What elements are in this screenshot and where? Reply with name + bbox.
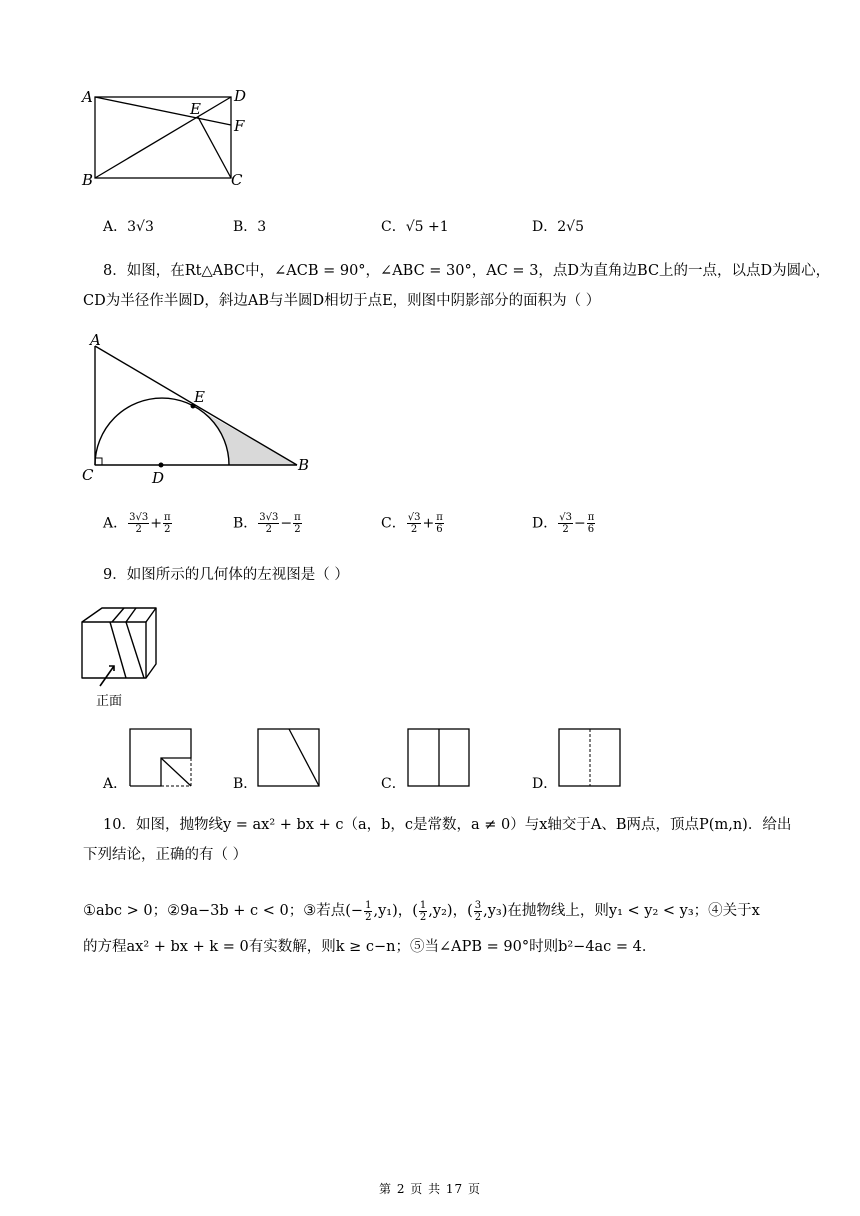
q9-option-a-view[interactable]: [128, 727, 194, 789]
q9-option-a-letter: A．: [103, 776, 128, 792]
q8-label-e: E: [194, 388, 205, 406]
q9-stem: 9．如图所示的几何体的左视图是（ ）: [103, 567, 349, 583]
q9-option-b-letter: B．: [233, 776, 258, 792]
q8-label-b: B: [298, 456, 310, 474]
q9-solid-figure: [78, 600, 178, 690]
q8-option-d[interactable]: D． $\frac{√3}{2}$ − $\frac{\pi}{6}$: [532, 512, 595, 535]
q8-label-c: C: [82, 466, 94, 484]
q8-stem-line2: CD为半径作半圆D，斜边AB与半圆D相切于点E，则图中阴影部分的面积为（ ）: [83, 293, 601, 309]
q8-label-a: A: [90, 331, 101, 349]
q10-stem-line1: 10．如图，抛物线y = ax² + bx + c（a，b，c是常数，a ≠ 0）与x轴交于A、B两点，顶点P(m,n)．给出: [103, 817, 792, 833]
q7-label-f: F: [234, 117, 245, 135]
q7-rectangle-figure: [78, 82, 258, 192]
q8-option-b[interactable]: B． $\frac{3√3}{2}$ − $\frac{\pi}{2}$: [233, 512, 301, 535]
q7-option-b[interactable]: B．3: [233, 219, 267, 235]
q9-front-label: 正面: [96, 694, 123, 709]
q10-stem-line2: 下列结论，正确的有（ ）: [83, 847, 248, 863]
q9-option-b-view[interactable]: [256, 727, 322, 789]
q9-option-c-letter: C．: [381, 776, 406, 792]
q7-label-d: D: [234, 87, 247, 105]
q9-option-d-view[interactable]: [557, 727, 623, 789]
q8-label-d: D: [152, 469, 165, 487]
q7-option-d[interactable]: D．2√5: [532, 219, 584, 235]
q8-stem-line1: 8．如图，在Rt△ABC中，∠ACB = 90°，∠ABC = 30°，AC = 3，点D为直角边BC上的一点，以点D为圆心，: [103, 263, 831, 279]
page-footer: 第 2 页 共 17 页: [379, 1182, 481, 1196]
q10-conditions-line1: ①abc > 0；②9a−3b + c < 0；③若点(− $\frac{1}{2}$ ,y₁)，( $\frac{1}{2}$ ,y₂)，( $\frac{3}{2}$ ,y₃)在抛物线上，则y₁ < y₂ < y₃；④关于x: [83, 899, 760, 923]
q7-label-e: E: [190, 100, 201, 118]
q9-option-d-letter: D．: [532, 776, 558, 792]
q8-triangle-figure: [78, 330, 318, 490]
q7-label-b: B: [82, 171, 94, 189]
q8-option-a[interactable]: A． $\frac{3√3}{2}$ + $\frac{\pi}{2}$: [103, 512, 171, 535]
q7-option-c[interactable]: C．√5 +1: [381, 219, 449, 235]
q8-option-c[interactable]: C． $\frac{√3}{2}$ + $\frac{\pi}{6}$: [381, 512, 443, 535]
q7-label-c: C: [231, 171, 243, 189]
q7-option-a[interactable]: A．3√3: [103, 219, 154, 235]
q9-option-c-view[interactable]: [406, 727, 472, 789]
q7-label-a: A: [82, 88, 93, 106]
q10-conditions-line2: 的方程ax² + bx + k = 0有实数解，则k ≥ c−n；⑤当∠APB = 90°时则b²−4ac = 4．: [83, 939, 657, 955]
